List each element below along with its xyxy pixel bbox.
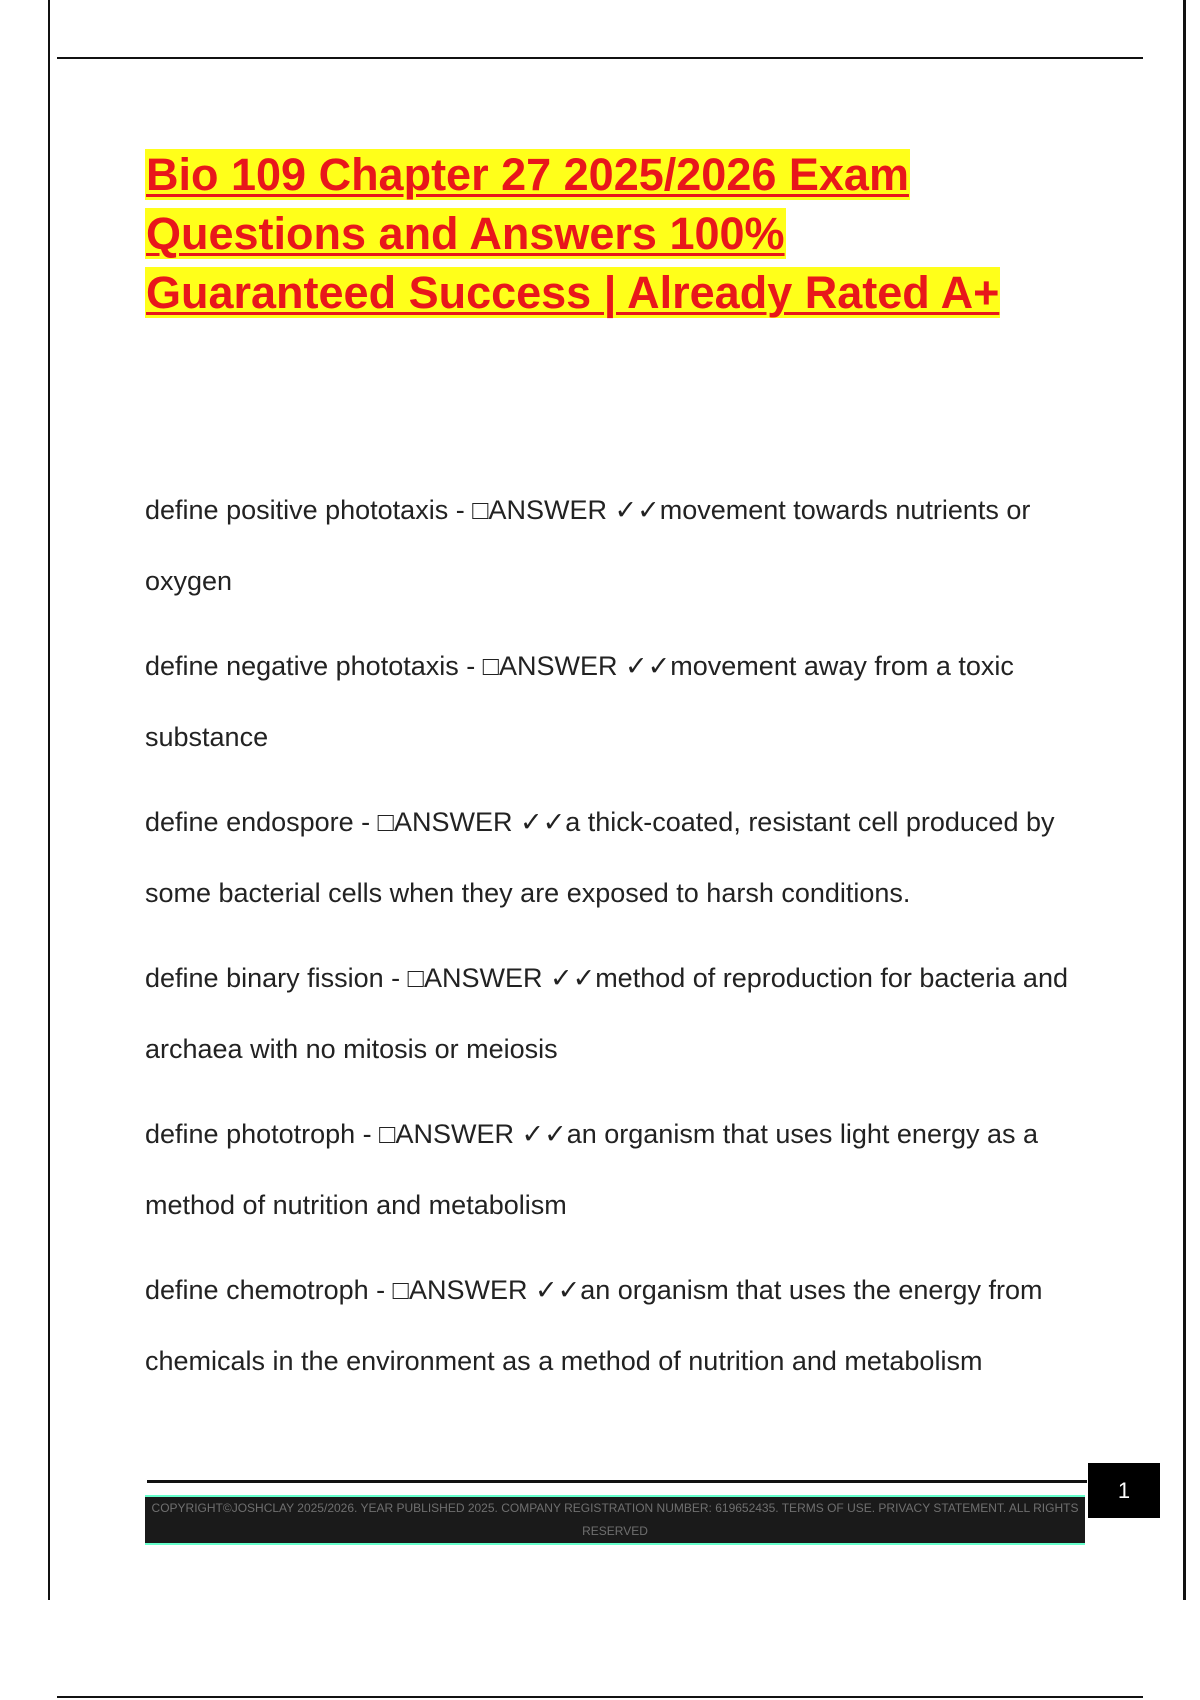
title-line: Guaranteed Success | Already Rated A+ xyxy=(146,267,1000,318)
page-number: 1 xyxy=(1088,1463,1160,1518)
page-border-left xyxy=(48,0,50,1600)
qa-item: define binary fission - □ANSWER ✓✓method of reproduction for bacteria and archaea with no mitosis or meiosis xyxy=(145,963,1068,1064)
page-border-right xyxy=(1183,0,1186,1600)
qa-item: define chemotroph - □ANSWER ✓✓an organism that uses the energy from chemicals in the environment as a method of nutrition and metabolism xyxy=(145,1275,1043,1376)
qa-item: define endospore - □ANSWER ✓✓a thick-coated, resistant cell produced by some bacterial cells when they are exposed to harsh conditions. xyxy=(145,807,1055,908)
copyright-text: COPYRIGHT©JOSHCLAY 2025/2026. YEAR PUBLISHED 2025. COMPANY REGISTRATION NUMBER: 619652435. TERMS OF USE. PRIVACY STATEMENT. ALL RIGHTS RESERVED xyxy=(145,1497,1085,1543)
title-line: Questions and Answers 100% xyxy=(146,208,785,259)
footer-rule xyxy=(147,1480,1087,1483)
qa-list xyxy=(145,475,1090,1411)
document-title xyxy=(145,145,1105,322)
top-rule xyxy=(57,57,1143,59)
copyright-bar xyxy=(145,1495,1085,1545)
qa-item: define negative phototaxis - □ANSWER ✓✓movement away from a toxic substance xyxy=(145,651,1014,752)
qa-item: define phototroph - □ANSWER ✓✓an organism that uses light energy as a method of nutrition and metabolism xyxy=(145,1119,1039,1220)
title-line: Bio 109 Chapter 27 2025/2026 Exam xyxy=(146,149,909,200)
bottom-rule xyxy=(57,1696,1143,1698)
qa-item: define positive phototaxis - □ANSWER ✓✓movement towards nutrients or oxygen xyxy=(145,495,1031,596)
